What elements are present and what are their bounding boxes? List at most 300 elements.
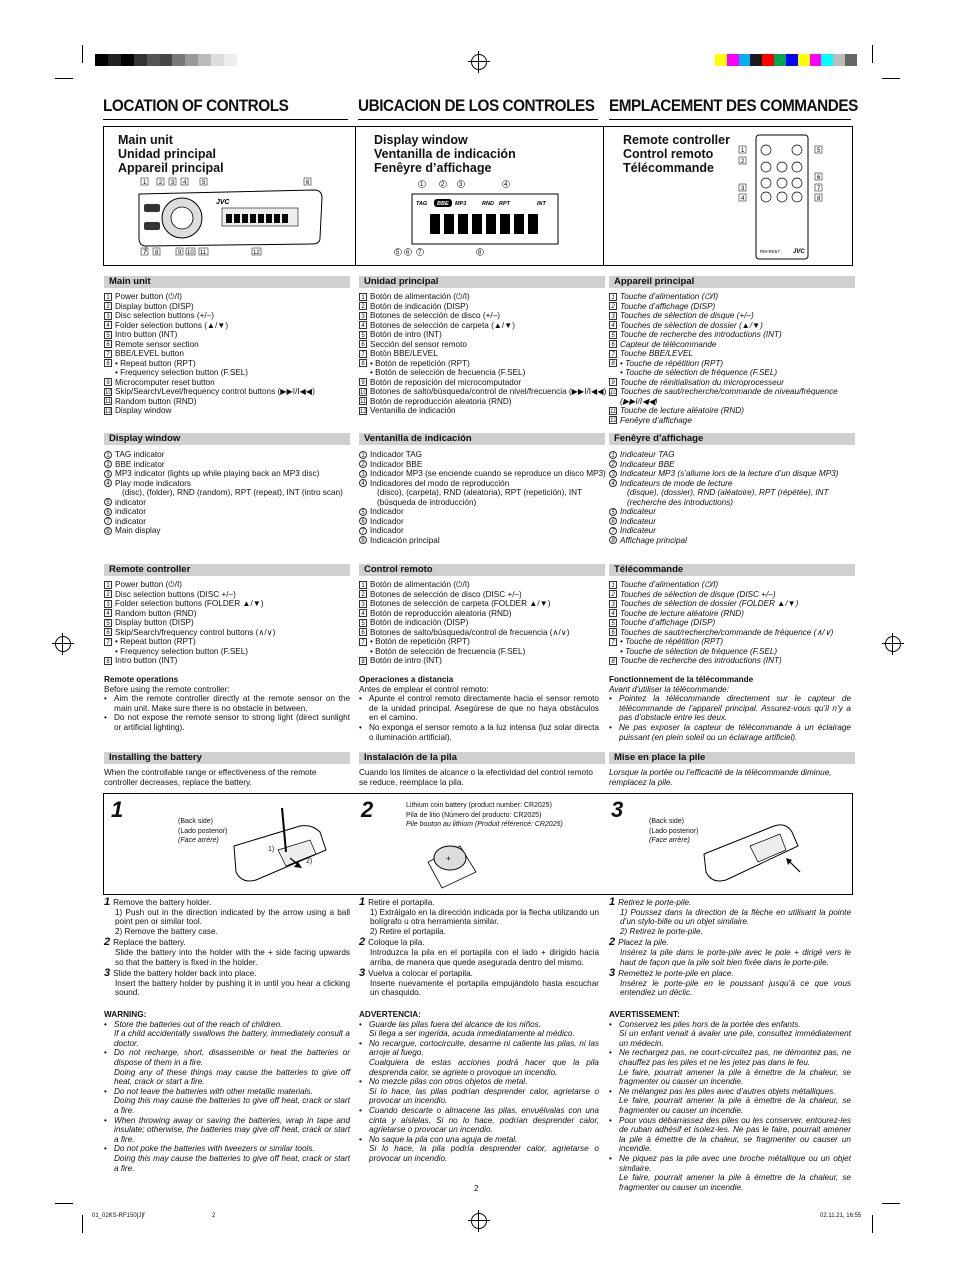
list-item: [359, 406, 607, 416]
list-item: [104, 590, 352, 600]
item-number: 1: [104, 451, 112, 459]
color-swatch: [821, 54, 833, 66]
list-item: [359, 479, 607, 489]
list-item: [609, 311, 857, 321]
item-number: 1: [609, 581, 617, 589]
remote-ops-title: Operaciones a distancia: [359, 675, 454, 684]
item-number: 7: [104, 350, 112, 358]
bullet-item: • Pointez la télécommande directement sur le capteur de télécommande de l’appareil principal. Assurez-vous qu’il n’y a pas d’obstacle entre les deux.: [609, 694, 851, 723]
svg-text:4: 4: [183, 180, 187, 186]
title-rule: [103, 119, 348, 120]
battery-header-fr: Mise en place la pile: [609, 752, 855, 764]
list-item: [104, 397, 352, 407]
step-item: 1 Retire el portapila. 1) Extráigalo en la dirección indicada por la flecha utilizando un bolígrafo u otra herramienta similar. 2) Retire el portapila.: [359, 896, 599, 936]
item-text: Botón de reproducción aleatoria (RND): [370, 608, 512, 618]
crop-mark: [882, 1203, 900, 1204]
item-text: Indicador: [370, 516, 404, 526]
item-text: Botón BBE/LEVEL: [370, 349, 438, 358]
list-item: [104, 488, 352, 498]
step-item: 2 Placez la pile. Insérez la pile dans le porte-pile avec le pole + dirigé vers le haut de façon que la pile soit bien fixée dans le porte-pile.: [609, 936, 851, 967]
list-item: [104, 647, 352, 657]
svg-text:3: 3: [741, 186, 745, 192]
warning-item: • No mezcle pilas con otros objetos de metal. Si lo hace, las pilas podrían desprender calor, agrietarse o provocar un incendio.: [359, 1077, 599, 1106]
item-text: Skip/Search/Level/frequency control buttons (▶▶I/I◀◀): [115, 387, 315, 396]
color-swatch: [750, 54, 762, 66]
crop-mark: [872, 1215, 873, 1233]
list-item: [104, 507, 352, 517]
item-number: 1: [359, 581, 367, 589]
list-item: [359, 647, 607, 657]
list-item: [359, 450, 607, 460]
item-number: 6: [104, 340, 112, 348]
item-text: Intro button (INT): [115, 656, 178, 665]
item-number: 4: [609, 609, 617, 617]
list-item: [104, 330, 352, 340]
svg-text:6: 6: [306, 180, 310, 186]
battery-intro-en: When the controllable range or effectiveness of the remote controller decreases, replace the battery.: [104, 768, 317, 787]
list-item: [609, 590, 857, 600]
item-text: Botones de selección de carpeta (▲/▼): [370, 320, 516, 330]
step2-illustration: [420, 832, 480, 890]
list-item: [359, 536, 607, 546]
list-item: [609, 647, 857, 657]
display-window-illustration: [392, 178, 562, 262]
list-item: [104, 460, 352, 470]
svg-text:8: 8: [478, 250, 482, 256]
item-text: BBE indicator: [115, 459, 165, 469]
item-text: Disc selection buttons (DISC +/–): [115, 589, 236, 599]
list-item: [359, 311, 607, 321]
display-header-fr: Fenêyre d’affichage: [609, 433, 855, 445]
remote-header-en: Remote controller: [104, 564, 350, 576]
item-number: 12: [105, 408, 112, 415]
main-unit-list-es: [359, 292, 607, 416]
item-number: 3: [609, 600, 617, 608]
list-item: [104, 479, 352, 489]
list-item: [609, 378, 857, 388]
item-number: 5: [104, 331, 112, 339]
item-text: Indicador TAG: [370, 450, 423, 459]
item-text: Disc selection buttons (+/–): [115, 311, 214, 320]
list-item: [609, 628, 857, 638]
item-number: 8: [609, 536, 617, 544]
item-text: • Touche de sélection de fréquence (F.SEL): [620, 368, 778, 377]
item-text: Botón de alimentación (⏻/I): [370, 580, 470, 589]
list-item: [359, 302, 607, 312]
item-number: 6: [104, 628, 112, 636]
svg-text:2: 2: [159, 180, 163, 186]
list-item: [104, 469, 352, 479]
list-item: [359, 488, 607, 507]
svg-text:TAG: TAG: [416, 201, 428, 207]
list-item: [359, 599, 607, 609]
main-unit-figure-heading: Main unit Unidad principal Appareil principal: [118, 133, 224, 175]
warning-title: ADVERTENCIA:: [359, 1010, 421, 1019]
list-item: [359, 469, 607, 479]
step-item: 2 Coloque la pila. Introduzca la pila en el portapila con el lado + dirigido hacia arriba, de manera que quede asegurada dentro del mismo.: [359, 936, 599, 967]
step1-label-1: 1): [268, 846, 275, 853]
warnings-es: [359, 1010, 599, 1164]
list-item: [104, 349, 352, 359]
list-item: [359, 368, 607, 378]
item-text: Folder selection buttons (▲/▼): [115, 320, 229, 330]
item-number: 6: [104, 508, 112, 516]
item-text: • Botón de selección de frecuencia (F.SEL): [370, 646, 526, 656]
svg-text:1: 1: [143, 180, 147, 186]
item-number: 2: [609, 460, 617, 468]
svg-text:BBE: BBE: [437, 201, 449, 207]
item-text: Touches de saut/recherche/commande de fréquence (∧/∨): [620, 627, 834, 637]
item-text: Remote sensor section: [115, 339, 199, 349]
crop-mark: [55, 1203, 73, 1204]
item-text: Touche de réinitialisation du microprocesseur: [620, 377, 784, 387]
warning-title: WARNING:: [104, 1010, 147, 1019]
list-item: [104, 628, 352, 638]
list-item: [104, 656, 352, 666]
item-number: 6: [359, 517, 367, 525]
list-item: [609, 656, 857, 666]
footer-file-page: 2: [212, 1213, 216, 1219]
item-text: • Repeat button (RPT): [115, 358, 196, 368]
list-item: [104, 387, 352, 397]
item-number: 8: [359, 657, 367, 665]
step3-illustration: [700, 810, 810, 890]
bullet-item: • Apunte el control remoto directamente hacia el sensor remoto de la unidad principal. Asegúrese de que no haya obstáculos en el camino.: [359, 694, 599, 723]
list-item: [609, 526, 857, 536]
item-text: Botón de indicación (DISP): [370, 618, 469, 627]
warning-item: • Store the batteries out of the reach of children. If a child accidentally swallows the battery, immediately consult a doctor.: [104, 1019, 350, 1048]
crop-mark: [82, 45, 83, 63]
item-number: 8: [104, 359, 112, 367]
item-number: 4: [359, 609, 367, 617]
list-item: [104, 599, 352, 609]
item-text: Botón de indicación (DISP): [370, 301, 469, 311]
svg-text:3: 3: [459, 182, 463, 188]
item-text: indicator: [115, 516, 146, 526]
remote-controller-illustration: [738, 131, 826, 263]
item-text: Botones de selección de disco (+/–): [370, 311, 500, 320]
color-swatch: [786, 54, 798, 66]
item-text: Indicateur TAG: [620, 450, 675, 459]
step-number: 3: [611, 797, 624, 822]
main-unit-header-en: Main unit: [104, 276, 350, 288]
item-text: indicator: [115, 507, 146, 516]
svg-text:11: 11: [200, 250, 207, 256]
divider: [355, 126, 356, 265]
svg-text:7: 7: [143, 250, 147, 256]
warning-item: • Do not recharge, short, disassemble or heat the batteries or dispose of them in a fire. Doing any of these things may cause the batteries to give off heat, crack or start a fire.: [104, 1048, 350, 1087]
page-title-en: LOCATION OF CONTROLS: [103, 96, 289, 115]
item-number: 4: [609, 479, 617, 487]
item-number: 7: [104, 517, 112, 525]
item-text: • Botón de repetición (RPT): [370, 637, 470, 646]
step1-caption: (Back side) (Lado posterior) (Face arrère): [178, 818, 228, 844]
list-item: [104, 450, 352, 460]
display-list-en: [104, 450, 352, 536]
registration-mark-left: [55, 636, 71, 652]
remote-list-es: [359, 580, 607, 666]
item-text: Touche de recherche des introductions (INT): [620, 656, 782, 665]
step-item: 1 Retirez le porte-pile. 1) Poussez dans la direction de la flèche en utilisant la pointe d’un stylo-bille ou un objet similaire. 2) Retirez le porte-pile.: [609, 896, 851, 936]
registration-mark-right: [885, 636, 901, 652]
remote-list-en: [104, 580, 352, 666]
step-item: 3 Slide the battery holder back into place. Insert the battery holder by pushing it in until you hear a clicking sound.: [104, 967, 350, 998]
item-text: Touches de sélection de disque (+/–): [620, 311, 754, 320]
item-number: 7: [104, 638, 112, 646]
item-text: Touches de sélection de dossier (▲/▼): [620, 320, 763, 330]
item-text: • Touche de sélection de fréquence (F.SEL): [620, 646, 778, 656]
svg-text:RPT: RPT: [499, 201, 510, 207]
list-item: [609, 406, 857, 416]
bullet-item: • Do not expose the remote sensor to strong light (direct sunlight or artificial lighting).: [104, 713, 350, 732]
item-text: Indicación principal: [370, 535, 440, 545]
item-number: 7: [609, 638, 617, 646]
item-text: Indicador: [370, 526, 404, 535]
main-unit-header-fr: Appareil principal: [609, 276, 855, 288]
item-text: Botones de salto/búsqueda/control de nivel/frecuencia (▶▶I/I◀◀): [370, 387, 607, 396]
svg-text:6: 6: [406, 250, 410, 256]
list-item: [609, 469, 857, 479]
svg-text:4: 4: [504, 182, 508, 188]
svg-text:+: +: [446, 854, 451, 863]
item-text: Indicateur BBE: [620, 459, 675, 469]
item-text: Touche d’affichage (DISP): [620, 618, 716, 627]
item-text: Display window: [115, 406, 172, 415]
item-number: 2: [609, 590, 617, 598]
item-number: 9: [104, 378, 112, 386]
item-number: 4: [359, 479, 367, 487]
list-item: [104, 498, 352, 508]
color-swatch: [739, 54, 751, 66]
main-unit-header-es: Unidad principal: [359, 276, 605, 288]
battery-header-es: Instalación de la pila: [359, 752, 605, 764]
crop-mark: [82, 1215, 83, 1233]
list-item: [609, 359, 857, 369]
divider: [603, 126, 604, 265]
svg-text:8: 8: [155, 250, 159, 256]
item-number: 6: [609, 340, 617, 348]
item-text: Random button (RND): [115, 608, 197, 618]
bullet-item: • No exponga el sensor remoto a la luz intensa (luz solar directa o iluminación artificial).: [359, 722, 599, 742]
item-text: • Touche de répétition (RPT): [620, 358, 724, 368]
svg-text:INT: INT: [537, 201, 546, 207]
list-item: [359, 292, 607, 302]
list-item: [104, 580, 352, 590]
item-number: 9: [359, 378, 367, 386]
item-text: (disc), (folder), RND (random), RPT (repeat), INT (intro scan): [122, 488, 343, 497]
item-text: indicator: [115, 497, 146, 507]
item-text: Touche de lecture aléatoire (RND): [620, 608, 744, 618]
item-text: Indicador: [370, 507, 404, 516]
warning-item: • Ne rechargez pas, ne court-circuitez pas, ne démontez pas, ne chauffez pas les piles et ne les jetez pas dans le feu. Le faire, pourrait amener la pile à émettre de la chaleur, se fragmenter ou causer un incendie.: [609, 1048, 851, 1087]
item-number: 6: [359, 628, 367, 636]
svg-text:JVC: JVC: [793, 249, 805, 255]
color-swatch-bar: [715, 54, 857, 66]
warning-item: • When throwing away or saving the batteries, wrap in tape and insulate; otherwise, the batteries may give off heat, crack or start a fire.: [104, 1115, 350, 1144]
remote-figure-heading: Remote controller Control remoto Télécommande: [623, 133, 730, 175]
warning-title: AVERTISSEMENT:: [609, 1010, 680, 1019]
svg-text:1: 1: [741, 148, 745, 154]
crop-mark: [55, 78, 73, 79]
item-number: 2: [104, 590, 112, 598]
item-number: 4: [104, 479, 112, 487]
item-number: 8: [104, 527, 112, 535]
svg-text:6: 6: [817, 175, 821, 181]
list-item: [104, 637, 352, 647]
list-item: [359, 397, 607, 407]
list-item: [104, 517, 352, 527]
list-item: [359, 628, 607, 638]
step-number: 1: [111, 797, 124, 822]
list-item: [359, 656, 607, 666]
step2-caption: Lithium coin battery (product number: CR2025) Pila de litio (Número del producto: CR2025) Pile bouton au lithium (Produit référencé: CR2025): [406, 802, 563, 828]
list-item: [609, 416, 857, 426]
item-text: (disque), (dossier), RND (aléatoire), RPT (répétée), INT (recherche des introductions): [627, 488, 829, 507]
svg-text:5: 5: [817, 148, 821, 154]
remote-list-fr: [609, 580, 857, 666]
item-number: 7: [359, 350, 367, 358]
page-title-fr: EMPLACEMENT DES COMMANDES: [609, 96, 858, 115]
list-item: [609, 450, 857, 460]
item-number: 3: [104, 470, 112, 478]
footer-file: 01_02KS-RF150[J]f: [92, 1213, 145, 1219]
item-number: 5: [104, 498, 112, 506]
svg-text:5: 5: [202, 180, 206, 186]
item-text: Folder selection buttons (FOLDER ▲/▼): [115, 599, 264, 608]
svg-text:8: 8: [817, 196, 821, 202]
warning-item: • Cuando descarte o almacene las pilas, envuélvalas con una cinta y aíslelas. Si no lo hace, podrían desprender calor, agrietarse o provocar un incendio.: [359, 1105, 599, 1135]
main-unit-illustration: [136, 176, 326, 260]
remote-ops-en: [104, 675, 350, 733]
remote-header-es: Control remoto: [359, 564, 605, 576]
item-text: Botón de intro (INT): [370, 656, 442, 665]
warning-item: • Guarde las pilas fuera del alcance de los niños. Si llega a ser ingerida, acuda inmediatamente al médico.: [359, 1019, 575, 1039]
svg-text:10: 10: [187, 250, 194, 256]
item-number: 11: [105, 399, 112, 405]
steps-en: [104, 898, 350, 1000]
item-number: 6: [609, 517, 617, 525]
item-number: 10: [610, 389, 617, 396]
item-text: Touche d’alimentation (⏻/I): [620, 292, 719, 301]
warning-item: • Conservez les piles hors de la portée des enfants. Si un enfant venait à avaler une pile, consultez immédiatement un médecin.: [609, 1019, 851, 1048]
remote-ops-intro: Antes de emplear el control remoto:: [359, 684, 489, 694]
svg-text:9: 9: [178, 250, 182, 256]
list-item: [609, 292, 857, 302]
item-number: 5: [359, 619, 367, 627]
item-number: 8: [609, 657, 617, 665]
battery-intro-es: Cuando los límites de alcance o la efectividad del control remoto se reduce, reemplace la pila.: [359, 768, 593, 787]
list-item: [609, 517, 857, 527]
warnings-fr: [609, 1010, 851, 1192]
remote-ops-fr: [609, 675, 851, 742]
color-swatch: [715, 54, 727, 66]
item-text: Ventanilla de indicación: [370, 406, 456, 415]
list-item: [359, 580, 607, 590]
item-text: Indicateur: [620, 516, 656, 526]
step-item: 3 Vuelva a colocar el portapila. Inserte nuevamente el portapila empujándolo hasta escuchar un chasquido.: [359, 967, 599, 998]
list-item: [104, 359, 352, 369]
item-number: 6: [609, 628, 617, 636]
item-text: • Frequency selection button (F.SEL): [115, 646, 249, 656]
color-swatch: [762, 54, 774, 66]
svg-text:12: 12: [253, 250, 260, 256]
item-number: 5: [359, 508, 367, 516]
item-text: Botones de selección de carpeta (FOLDER ▲/▼): [370, 599, 551, 608]
warning-item: • Ne piquez pas la pile avec une broche métallique ou un objet similaire. Le faire, pourrait amener la pile à émettre de la chaleur, se fragmenter ou causer un incendie.: [609, 1153, 851, 1192]
item-text: Main display: [115, 526, 161, 535]
item-number: 2: [104, 460, 112, 468]
item-number: 4: [104, 609, 112, 617]
warning-item: • No saque la pila con una aguja de metal. Si lo hace, la pila podría desprender calor, agrietarse o provocar un incendio.: [359, 1134, 599, 1163]
item-text: Botones de selección de disco (DISC +/–): [370, 589, 522, 599]
item-number: 3: [104, 312, 112, 320]
item-text: (disco), (carpeta), RND (aleatoria), RPT (repetición), INT (búsqueda de introducción): [377, 488, 582, 507]
list-item: [104, 321, 352, 331]
item-text: Touche BBE/LEVEL: [620, 349, 693, 358]
color-swatch: [810, 54, 822, 66]
list-item: [609, 460, 857, 470]
warning-item: • Do not leave the batteries with other metallic materials. Doing this may cause the batteries to give off heat, crack or start a fire.: [104, 1086, 350, 1115]
display-list-es: [359, 450, 607, 545]
item-number: 11: [610, 408, 617, 415]
list-item: [104, 406, 352, 416]
item-number: 2: [359, 460, 367, 468]
item-text: Touches de saut/recherche/commande de niveau/fréquence (▶▶I/I◀◀): [620, 387, 838, 406]
item-number: 1: [104, 293, 112, 301]
list-item: [359, 590, 607, 600]
list-item: [609, 599, 857, 609]
item-number: 2: [359, 590, 367, 598]
list-item: [104, 302, 352, 312]
registration-mark-bottom: [471, 1213, 487, 1229]
display-header-es: Ventanilla de indicación: [359, 433, 605, 445]
step-item: 2 Replace the battery. Slide the battery into the holder with the + side facing upwards so that the battery is fixed in the holder.: [104, 936, 350, 967]
list-item: [359, 387, 607, 397]
list-item: [359, 349, 607, 359]
steps-fr: [609, 898, 851, 1000]
item-text: • Botón de repetición (RPT): [370, 358, 470, 368]
step1-illustration: [230, 806, 340, 890]
list-item: [104, 368, 352, 378]
warning-item: • Ne mélangez pas les piles avec d’autres objets métalliques. Le faire, pourrait amener la pile à émettre de la chaleur, se fragmenter ou causer un incendie.: [609, 1086, 851, 1115]
item-number: 12: [610, 418, 617, 424]
item-text: TAG indicator: [115, 450, 165, 459]
svg-text:1: 1: [420, 182, 424, 188]
item-text: Sección del sensor remoto: [370, 339, 467, 349]
item-text: • Frequency selection button (F.SEL): [115, 368, 249, 377]
item-text: Skip/Search/frequency control buttons (∧/∨): [115, 627, 276, 637]
svg-text:3: 3: [171, 180, 175, 186]
item-text: Botón de alimentación (⏻/I): [370, 292, 470, 301]
svg-text:RM-RK57: RM-RK57: [760, 249, 780, 254]
list-item: [609, 302, 857, 312]
bullet-item: • Aim the remote controller directly at the remote sensor on the main unit. Make sure there is no obstacle in between.: [104, 694, 350, 713]
item-text: Capteur de télécommande: [620, 339, 717, 349]
item-number: 5: [609, 619, 617, 627]
crop-mark: [882, 78, 900, 79]
item-number: 8: [104, 657, 112, 665]
step-item: 3 Remettez le porte-pile en place. Insérez le porte-pile en le poussant jusqu’à ce que vous entendiez un déclic.: [609, 967, 851, 998]
step3-caption: (Back side) (Lado posterior) (Face arrère): [649, 818, 699, 844]
item-number: 2: [359, 302, 367, 310]
item-number: 5: [609, 331, 617, 339]
item-number: 7: [609, 350, 617, 358]
item-number: 8: [359, 359, 367, 367]
item-number: 5: [104, 619, 112, 627]
remote-ops-intro: Avant d’utiliser la télécommande:: [609, 684, 729, 694]
warning-item: • Do not poke the batteries with tweezers or similar tools. Doing this may cause the batteries to give off heat, crack or start a fire.: [104, 1144, 350, 1173]
footer-date: 02.11.21, 16:55: [820, 1213, 862, 1219]
